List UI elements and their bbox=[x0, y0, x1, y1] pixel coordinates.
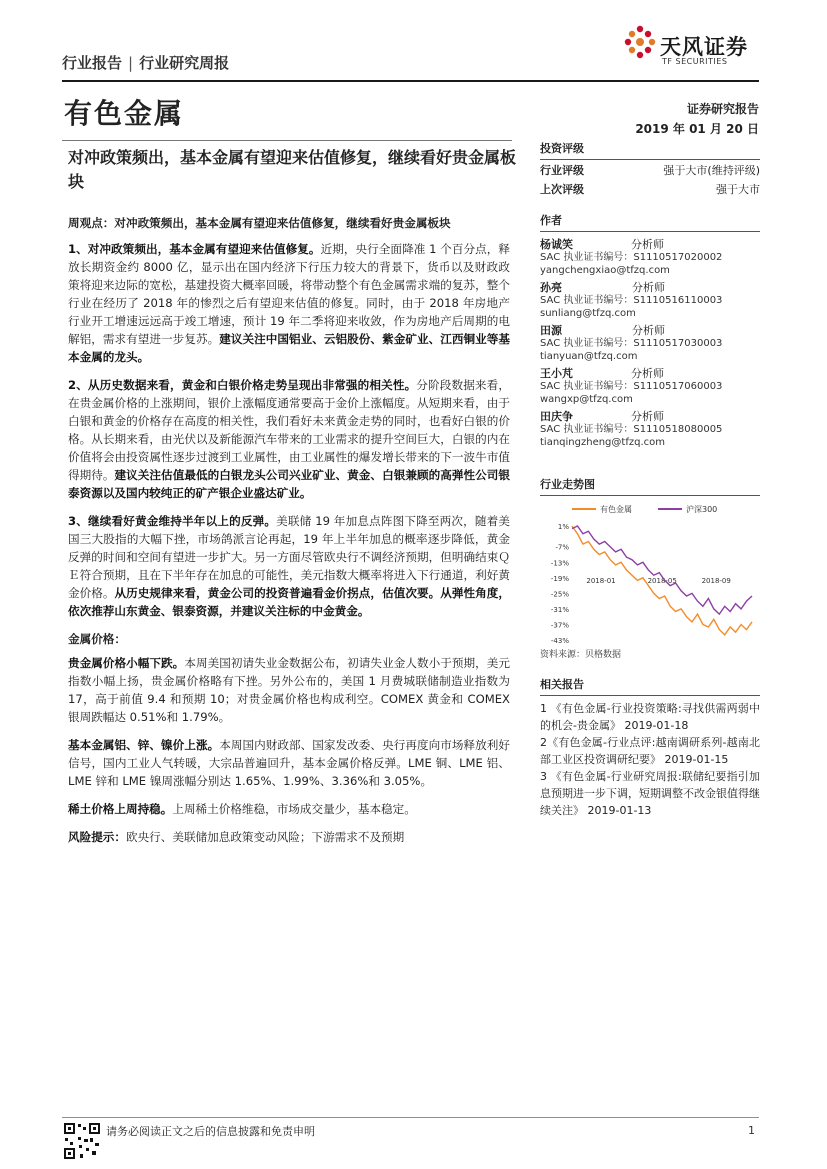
author-cert: SAC 执业证书编号：S1110516110003 bbox=[540, 295, 723, 306]
paragraph-1-recommendation: 建议关注中国铝业、云铝股份、紫金矿业、江西铜业等基本金属的龙头。 bbox=[68, 332, 510, 364]
related-item[interactable]: 2《有色金属-行业点评:越南调研系列-越南北部工业区投资调研纪要》 2019-01-15 bbox=[540, 736, 760, 766]
paragraph-1 bbox=[68, 240, 510, 366]
author-name: 孙亮 bbox=[540, 281, 562, 294]
risk-text: 欧央行、美联储加息政策变动风险；下游需求不及预期 bbox=[125, 830, 405, 844]
series-line-2 bbox=[572, 526, 752, 614]
paragraph-2-text: 分阶段数据来看，在贵金属价格的上涨期间，银价上涨幅度通常要高于金价上涨幅度。从短期来看，由于白银和黄金的价格存在高度的相关性，我们看好未来黄金走势的同时，也看好白银的价格。从长期来看，由光伏以及新能源汽车带来的工业需求的提升空间巨大，白银的内在价值将会由投资属性逐步过渡到工业属性，由工业属性的爆发增长带来的下一波牛市值得期待。 bbox=[68, 378, 510, 482]
author-entry bbox=[540, 367, 760, 406]
metal-price-heading: 金属价格： bbox=[68, 632, 126, 646]
main-body bbox=[68, 214, 510, 856]
authors-heading: 作者 bbox=[540, 212, 760, 232]
author-email[interactable]: sunliang@tfzq.com bbox=[540, 308, 636, 319]
rating-row-value: 强于大市(维持评级) bbox=[663, 163, 760, 177]
rating-row-key: 行业评级 bbox=[540, 163, 584, 177]
author-role: 分析师 bbox=[632, 281, 665, 294]
x-tick-label: 2018-09 bbox=[701, 577, 731, 585]
y-tick-label: -37% bbox=[550, 621, 569, 630]
qr-code-icon bbox=[62, 1121, 102, 1161]
summary-paragraph: 周观点：对冲政策频出，基本金属有望迎来估值修复，继续看好贵金属板块 bbox=[68, 216, 451, 230]
report-date: 2019 年 01 月 20 日 bbox=[635, 122, 759, 136]
y-tick-label: 1% bbox=[557, 523, 569, 531]
trend-heading: 行业走势图 bbox=[540, 476, 760, 496]
report-type-label: 行业报告 bbox=[62, 54, 123, 72]
author-name: 田源 bbox=[540, 324, 562, 337]
x-tick-label: 2018-01 bbox=[586, 577, 616, 585]
author-role: 分析师 bbox=[631, 367, 664, 380]
chart-source: 资料来源：贝格数据 bbox=[540, 650, 622, 660]
author-cert: SAC 执业证书编号：S1110517060003 bbox=[540, 381, 723, 392]
author-entry bbox=[540, 238, 760, 277]
chart-axes bbox=[551, 523, 731, 645]
related-heading: 相关报告 bbox=[540, 676, 760, 696]
base-metal-text: 本周国内财政部、国家发改委、央行再度向市场释放利好信号，国内工业人气转暖，大宗品普遍回升，基本金属价格反弹。LME 铜、LME 铝、LME 锌和 LME 镍周涨幅分别达 1.65%、1.99%、3.36%和 3.05%。 bbox=[68, 738, 510, 788]
footer-divider bbox=[62, 1117, 759, 1118]
authors-section bbox=[540, 212, 760, 453]
author-role: 分析师 bbox=[631, 238, 664, 251]
author-cert: SAC 执业证书编号：S1110518080005 bbox=[540, 424, 723, 435]
precious-metal-paragraph bbox=[68, 654, 510, 726]
rare-earth-lead: 稀土价格上周持稳。 bbox=[68, 802, 173, 816]
related-item[interactable]: 1 《有色金属-行业投资策略:寻找供需两弱中的机会-贵金属》 2019-01-18 bbox=[540, 702, 760, 732]
author-name: 王小芃 bbox=[540, 367, 573, 380]
base-metal-lead: 基本金属铝、锌、镍价上涨。 bbox=[68, 738, 220, 752]
author-name: 杨诚笑 bbox=[540, 238, 573, 251]
rating-row bbox=[540, 160, 760, 179]
rating-section bbox=[540, 140, 760, 198]
author-role: 分析师 bbox=[631, 410, 664, 423]
author-email[interactable]: tianyuan@tfzq.com bbox=[540, 351, 638, 362]
y-tick-label: -19% bbox=[550, 574, 569, 583]
paragraph-2-lead: 2、从历史数据来看，黄金和白银价格走势呈现出非常强的相关性。 bbox=[68, 378, 417, 392]
paragraph-1-lead: 1、对冲政策频出，基本金属有望迎来估值修复。 bbox=[68, 242, 321, 256]
report-type-separator: | bbox=[128, 54, 134, 72]
paragraph-2-recommendation: 建议关注估值最低的白银龙头公司兴业矿业、黄金、白银兼顾的高弹性公司银泰资源以及国内较纯正的矿产银企业盛达矿业。 bbox=[68, 468, 510, 500]
related-section bbox=[540, 676, 760, 819]
base-metal-paragraph bbox=[68, 736, 510, 790]
rating-row-value: 强于大市 bbox=[716, 182, 760, 196]
industry-title: 有色金属 bbox=[64, 97, 185, 130]
report-kind: 证券研究报告 bbox=[686, 102, 759, 116]
y-tick-label: -43% bbox=[550, 637, 569, 645]
author-entry bbox=[540, 281, 760, 320]
precious-metal-text: 本周美国初请失业金数据公布，初请失业金人数小于预期，美元指数小幅上扬，贵金属价格略有下挫。另外公布的，美国 1 月费城联储制造业指数为 17，高于前值 9.4 和预期 10；对贵金属价格也构成利空。COMEX 黄金和 COMEX 银周跌幅达 0.51%和 1.79%。 bbox=[68, 656, 510, 724]
rating-row-key: 上次评级 bbox=[540, 182, 584, 196]
related-item[interactable]: 3 《有色金属-行业研究周报:联储纪要指引加息预期进一步下调，短期调整不改金银值得继续关注》 2019-01-13 bbox=[540, 770, 760, 817]
author-email[interactable]: tianqingzheng@tfzq.com bbox=[540, 437, 665, 448]
x-tick-label: 2018-05 bbox=[647, 577, 677, 585]
legend-label-series-1: 有色金属 bbox=[600, 505, 632, 514]
paragraph-3 bbox=[68, 512, 510, 620]
paragraph-2 bbox=[68, 376, 510, 502]
author-entry bbox=[540, 410, 760, 449]
related-list bbox=[540, 700, 760, 819]
title-divider bbox=[62, 140, 512, 141]
y-tick-label: -31% bbox=[550, 605, 569, 614]
rating-heading: 投资评级 bbox=[540, 140, 760, 160]
logo-subtext: TF SECURITIES bbox=[662, 57, 728, 66]
precious-metal-lead: 贵金属价格小幅下跌。 bbox=[68, 656, 185, 670]
author-entry bbox=[540, 324, 760, 363]
risk-lead: 风险提示： bbox=[68, 830, 126, 844]
y-tick-label: -25% bbox=[550, 590, 569, 599]
main-heading: 对冲政策频出，基本金属有望迎来估值修复，继续看好贵金属板块 bbox=[68, 148, 517, 191]
rare-earth-text: 上周稀土价格维稳，市场成交量少，基本稳定。 bbox=[172, 802, 416, 816]
trend-chart bbox=[540, 500, 760, 650]
paragraph-3-lead: 3、继续看好黄金维持半年以上的反弹。 bbox=[68, 514, 277, 528]
report-subtype-label: 行业研究周报 bbox=[139, 54, 230, 72]
report-type bbox=[62, 52, 229, 73]
legend-label-series-2: 沪深300 bbox=[686, 505, 718, 514]
page-number: 1 bbox=[748, 1124, 755, 1137]
paragraph-3-recommendation: 从历史规律来看，黄金公司的投资普遍看金价拐点，估值次要。从弹性角度，依次推荐山东黄金、银泰资源，并建议关注标的中金黄金。 bbox=[68, 586, 510, 618]
y-tick-label: -13% bbox=[550, 559, 569, 568]
header-divider bbox=[62, 80, 759, 82]
author-role: 分析师 bbox=[632, 324, 665, 337]
author-cert: SAC 执业证书编号：S1110517030003 bbox=[540, 338, 723, 349]
author-email[interactable]: yangchengxiao@tfzq.com bbox=[540, 265, 670, 276]
y-tick-label: -7% bbox=[555, 543, 569, 552]
risk-paragraph bbox=[68, 828, 510, 846]
rating-row bbox=[540, 179, 760, 198]
paragraph-3-text: 美联储 19 年加息点阵图下降至两次，随着美国三大股指的大幅下挫，市场鸽派言论再起，19 年上半年加息的概率逐步降低，黄金反弹的时间和空间有望进一步扩大。另一方面尽管欧央行不调经济预期，但明确结束ＱＥ符合预期，且在下半年存在加息的可能性，美元指数大概率将进入下行通道，利好黄金价格。 bbox=[68, 514, 510, 600]
paragraph-1-text: 近期，央行全面降准 1 个百分点，释放长期资金约 8000 亿，显示出在国内经济下行压力较大的背景下，货币以及财政政策将迎来边际的宽松，基建投资大概率回暖，将带动整个有色金属需求端的复苏，整个行业在经历了 2018 年的惨烈之后有望迎来估值的修复。同时，由于 2018 年房地产行业开工增速远远高于竣工增速，预计 19 年二季将迎来收敛，作为房地产后周期的电解铝，需求有望进一步复苏。 bbox=[68, 242, 510, 346]
logo-text: 天风证券 bbox=[660, 35, 748, 59]
author-name: 田庆争 bbox=[540, 410, 573, 423]
author-cert: SAC 执业证书编号：S1110517020002 bbox=[540, 252, 723, 263]
footer-disclaimer: 请务必阅读正文之后的信息披露和免责申明 bbox=[106, 1125, 315, 1138]
author-email[interactable]: wangxp@tfzq.com bbox=[540, 394, 633, 405]
rare-earth-paragraph bbox=[68, 800, 510, 818]
trend-section bbox=[540, 476, 760, 496]
